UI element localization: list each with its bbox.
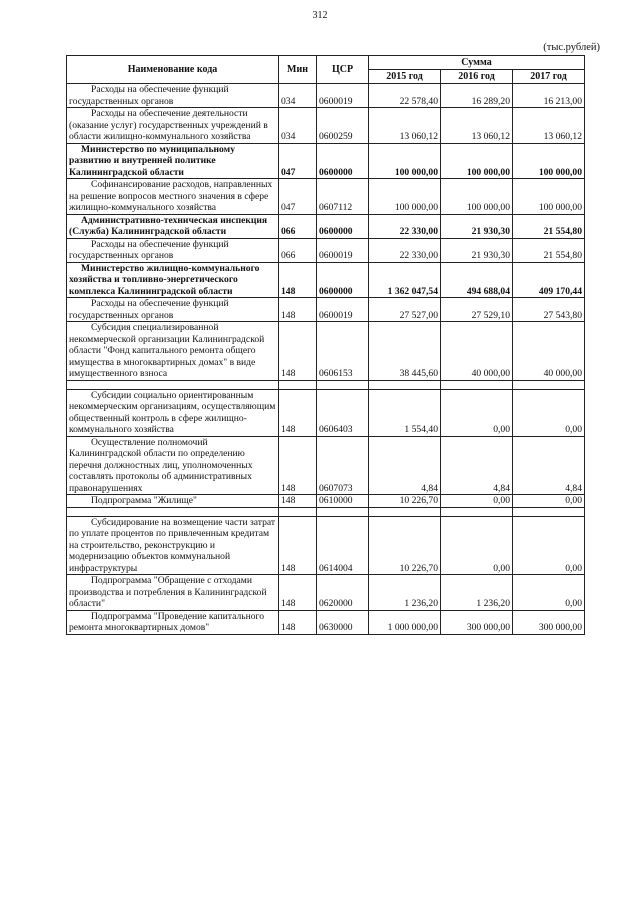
row-value-2016: 21 930,30 <box>441 238 513 262</box>
row-value-2017: 4,84 <box>513 436 585 495</box>
row-csr: 0607112 <box>317 179 369 215</box>
row-value-2017: 100 000,00 <box>513 143 585 179</box>
row-value-2017: 0,00 <box>513 389 585 436</box>
units-label: (тыс.рублей) <box>543 42 600 53</box>
row-value-2016: 100 000,00 <box>441 179 513 215</box>
row-csr: 0600019 <box>317 238 369 262</box>
table-row <box>67 238 585 262</box>
row-value-2016: 16 289,20 <box>441 84 513 108</box>
row-value-2017: 0,00 <box>513 495 585 508</box>
row-min: 066 <box>279 238 317 262</box>
row-value-2017: 409 170,44 <box>513 262 585 298</box>
row-csr: 0630000 <box>317 610 369 634</box>
row-value-2017: 300 000,00 <box>513 610 585 634</box>
header-2015: 2015 год <box>369 70 441 84</box>
row-value-2016: 4,84 <box>441 436 513 495</box>
row-name: Осуществление полномочий Калининградской области по определению перечня должностных лиц, уполномоченных составлять протоколы об административных правонарушениях <box>67 436 279 495</box>
table-row <box>67 214 585 238</box>
row-value-2017: 0,00 <box>513 575 585 611</box>
row-value-2017: 40 000,00 <box>513 322 585 381</box>
row-value-2016: 1 236,20 <box>441 575 513 611</box>
row-value-2017: 16 213,00 <box>513 84 585 108</box>
header-name: Наименование кода <box>67 56 279 84</box>
row-value-2015: 1 000 000,00 <box>369 610 441 634</box>
row-csr: 0610000 <box>317 495 369 508</box>
row-csr: 0600000 <box>317 214 369 238</box>
table-row <box>67 298 585 322</box>
row-min: 148 <box>279 389 317 436</box>
row-min: 148 <box>279 436 317 495</box>
row-value-2016: 0,00 <box>441 495 513 508</box>
header-sum: Сумма <box>369 56 585 70</box>
row-value-2016: 100 000,00 <box>441 143 513 179</box>
header-2017: 2017 год <box>513 70 585 84</box>
row-value-2016: 40 000,00 <box>441 322 513 381</box>
table-row <box>67 322 585 381</box>
row-name: Расходы на обеспечение функций государственных органов <box>67 84 279 108</box>
table-row <box>67 610 585 634</box>
row-value-2015: 1 554,40 <box>369 389 441 436</box>
row-csr: 0600019 <box>317 298 369 322</box>
row-value-2015: 1 362 047,54 <box>369 262 441 298</box>
table-row <box>67 575 585 611</box>
table-row <box>67 389 585 436</box>
row-value-2017: 21 554,80 <box>513 214 585 238</box>
row-name: Субсидирование на возмещение части затрат по уплате процентов по привлеченным кредитам на строительство, реконструкцию и модернизацию объектов коммунальной инфраструктуры <box>67 516 279 575</box>
header-min: Мин <box>279 56 317 84</box>
row-value-2015: 10 226,70 <box>369 495 441 508</box>
spacer-row <box>67 507 585 516</box>
row-csr: 0607073 <box>317 436 369 495</box>
row-csr: 0600019 <box>317 84 369 108</box>
row-value-2016: 0,00 <box>441 516 513 575</box>
row-value-2015: 22 578,40 <box>369 84 441 108</box>
row-value-2015: 13 060,12 <box>369 108 441 144</box>
row-csr: 0600000 <box>317 262 369 298</box>
budget-table <box>66 55 585 635</box>
row-value-2016: 27 529,10 <box>441 298 513 322</box>
row-min: 148 <box>279 516 317 575</box>
header-csr: ЦСР <box>317 56 369 84</box>
page-number: 312 <box>312 10 328 21</box>
row-value-2016: 300 000,00 <box>441 610 513 634</box>
table-row <box>67 108 585 144</box>
row-name: Софинансирование расходов, направленных на решение вопросов местного значения в сфере жилищно-коммунального хозяйства <box>67 179 279 215</box>
row-value-2017: 100 000,00 <box>513 179 585 215</box>
row-value-2015: 1 236,20 <box>369 575 441 611</box>
row-name: Подпрограмма "Жилище" <box>67 495 279 508</box>
row-min: 148 <box>279 575 317 611</box>
row-name: Подпрограмма "Обращение с отходами производства и потребления в Калининградской области" <box>67 575 279 611</box>
row-value-2015: 100 000,00 <box>369 179 441 215</box>
row-name: Субсидии социально ориентированным некоммерческим организациям, осуществляющим общественный контроль в сфере жилищно-коммунального хозяйства <box>67 389 279 436</box>
row-name: Субсидия специализированной некоммерческой организации Калининградской области "Фонд капитального ремонта общего имущества в многоквартирных домах" в виде имущественного взноса <box>67 322 279 381</box>
row-name: Расходы на обеспечение деятельности (оказание услуг) государственных учреждений в области жилищно-коммунального хозяйства <box>67 108 279 144</box>
table-row <box>67 516 585 575</box>
row-value-2016: 0,00 <box>441 389 513 436</box>
row-value-2017: 27 543,80 <box>513 298 585 322</box>
table-row <box>67 436 585 495</box>
header-2016: 2016 год <box>441 70 513 84</box>
row-min: 148 <box>279 298 317 322</box>
row-csr: 0600000 <box>317 143 369 179</box>
row-csr: 0620000 <box>317 575 369 611</box>
row-value-2015: 22 330,00 <box>369 238 441 262</box>
row-value-2015: 27 527,00 <box>369 298 441 322</box>
row-value-2016: 494 688,04 <box>441 262 513 298</box>
row-csr: 0606403 <box>317 389 369 436</box>
spacer-row <box>67 380 585 389</box>
row-name: Административно-техническая инспекция (Служба) Калининградской области <box>67 214 279 238</box>
table-row <box>67 143 585 179</box>
row-csr: 0600259 <box>317 108 369 144</box>
row-value-2017: 0,00 <box>513 516 585 575</box>
table-row <box>67 495 585 508</box>
row-min: 148 <box>279 322 317 381</box>
table-row <box>67 179 585 215</box>
row-name: Расходы на обеспечение функций государственных органов <box>67 298 279 322</box>
row-csr: 0606153 <box>317 322 369 381</box>
row-min: 148 <box>279 262 317 298</box>
row-name: Министерство по муниципальному развитию и внутренней политике Калининградской области <box>67 143 279 179</box>
table-row <box>67 262 585 298</box>
row-min: 047 <box>279 143 317 179</box>
row-name: Подпрограмма "Проведение капитального ремонта многоквартирных домов" <box>67 610 279 634</box>
row-value-2015: 38 445,60 <box>369 322 441 381</box>
row-value-2017: 21 554,80 <box>513 238 585 262</box>
row-csr: 0614004 <box>317 516 369 575</box>
row-min: 066 <box>279 214 317 238</box>
row-min: 148 <box>279 610 317 634</box>
row-min: 148 <box>279 495 317 508</box>
row-value-2015: 100 000,00 <box>369 143 441 179</box>
row-value-2015: 22 330,00 <box>369 214 441 238</box>
row-min: 034 <box>279 108 317 144</box>
row-min: 034 <box>279 84 317 108</box>
row-name: Расходы на обеспечение функций государственных органов <box>67 238 279 262</box>
row-value-2016: 21 930,30 <box>441 214 513 238</box>
row-value-2016: 13 060,12 <box>441 108 513 144</box>
table-row <box>67 84 585 108</box>
row-value-2015: 10 226,70 <box>369 516 441 575</box>
row-min: 047 <box>279 179 317 215</box>
row-name: Министерство жилищно-коммунального хозяйства и топливно-энергетического комплекса Калининградской области <box>67 262 279 298</box>
row-value-2015: 4,84 <box>369 436 441 495</box>
row-value-2017: 13 060,12 <box>513 108 585 144</box>
